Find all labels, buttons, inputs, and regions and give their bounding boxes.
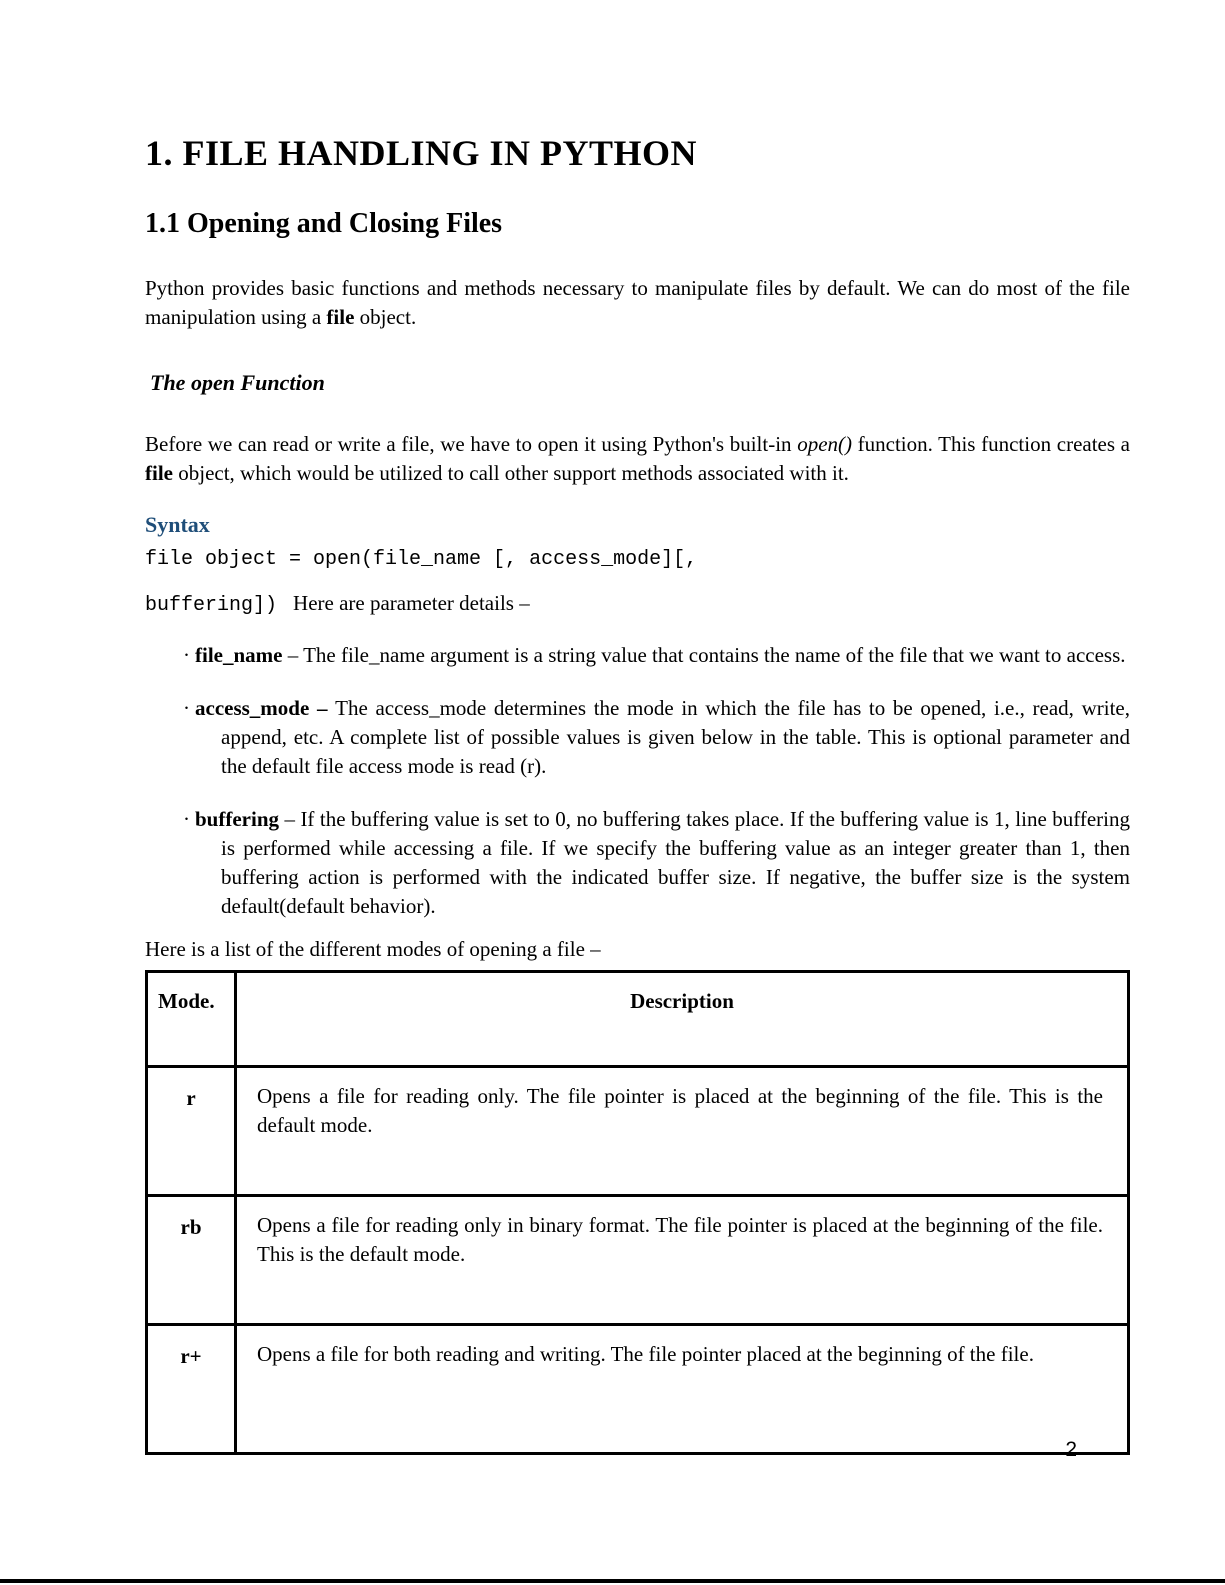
- bullet-buffering: [183, 805, 1130, 921]
- bullet-term-file-name: file_name: [195, 642, 283, 667]
- bullet-marker: ·: [183, 642, 190, 667]
- parameter-details-text: Here are parameter details –: [293, 590, 530, 615]
- bullet-file-name: [183, 641, 1130, 670]
- mode-cell-rb: rb: [147, 1195, 236, 1324]
- mode-cell-r: r: [147, 1066, 236, 1195]
- section-heading: 1.1 Opening and Closing Files: [145, 208, 503, 239]
- table-intro-text: Here is a list of the different modes of opening a file –: [145, 936, 601, 961]
- page-number: 2: [1065, 1438, 1077, 1461]
- page-bottom-rule: [0, 1579, 1225, 1583]
- syntax-heading: Syntax: [145, 511, 210, 537]
- bullet-term-buffering: buffering: [195, 806, 279, 831]
- bullet-text-access-mode: The access_mode determines the mode in which the file has to be opened, i.e., read, write, append, etc. A complete list of possible values is given below in the table. This is optional parameter and the default file access mode is read (r).: [221, 695, 1130, 778]
- description-column-header: Description: [236, 971, 1129, 1066]
- intro-text-2: object.: [354, 304, 417, 329]
- openfn-bold-file: file: [145, 460, 173, 485]
- openfn-text-1: Before we can read or write a file, we have to open it using Python's built-in: [145, 431, 798, 456]
- mode-column-header: Mode.: [147, 971, 236, 1066]
- intro-bold-file: file: [326, 304, 355, 329]
- syntax-code-line-2: [145, 591, 1130, 617]
- page-title: 1. FILE HANDLING IN PYTHON: [145, 133, 698, 173]
- intro-paragraph: [145, 274, 1130, 332]
- file-modes-table: [145, 970, 1130, 1455]
- open-function-paragraph: [145, 430, 1130, 488]
- bullet-term-access-mode: access_mode –: [195, 695, 336, 720]
- description-cell-r: Opens a file for reading only. The file pointer is placed at the beginning of the file. This is the default mode.: [236, 1066, 1129, 1195]
- table-row: [147, 1066, 1129, 1195]
- bullet-access-mode: [183, 694, 1130, 781]
- openfn-text-3: object, which would be utilized to call other support methods associated with it.: [172, 460, 849, 485]
- table-row: [147, 1195, 1129, 1324]
- mode-cell-r-plus: r+: [147, 1324, 236, 1453]
- syntax-code-line-1: file object = open(file_name [, access_mode][,: [145, 547, 698, 571]
- code-buffering: buffering]): [145, 593, 278, 617]
- description-cell-rb: Opens a file for reading only in binary format. The file pointer is placed at the beginning of the file. This is the default mode.: [236, 1195, 1129, 1324]
- openfn-italic-open: open(): [797, 431, 852, 456]
- intro-text-1: Python provides basic functions and methods necessary to manipulate files by default. We can do most of the file manipulation using a: [145, 276, 1130, 329]
- bullet-marker: ·: [183, 806, 190, 831]
- bullet-text-buffering: – If the buffering value is set to 0, no buffering takes place. If the buffering value is 1, line buffering is performed while accessing a file. If we specify the buffering value as an integer greater than 1, then buffering action is performed with the indicated buffer size. If negative, the buffer size is the system default(default behavior).: [221, 806, 1130, 918]
- bullet-text-file-name: – The file_name argument is a string value that contains the name of the file that we want to access.: [282, 642, 1126, 667]
- description-cell-r-plus: Opens a file for both reading and writing. The file pointer placed at the beginning of the file.: [236, 1324, 1129, 1453]
- open-function-heading: The open Function: [150, 369, 325, 395]
- openfn-text-2: function. This function creates a: [852, 431, 1131, 456]
- table-row: [147, 1324, 1129, 1453]
- table-header-row: [147, 971, 1129, 1066]
- bullet-marker: ·: [183, 695, 190, 720]
